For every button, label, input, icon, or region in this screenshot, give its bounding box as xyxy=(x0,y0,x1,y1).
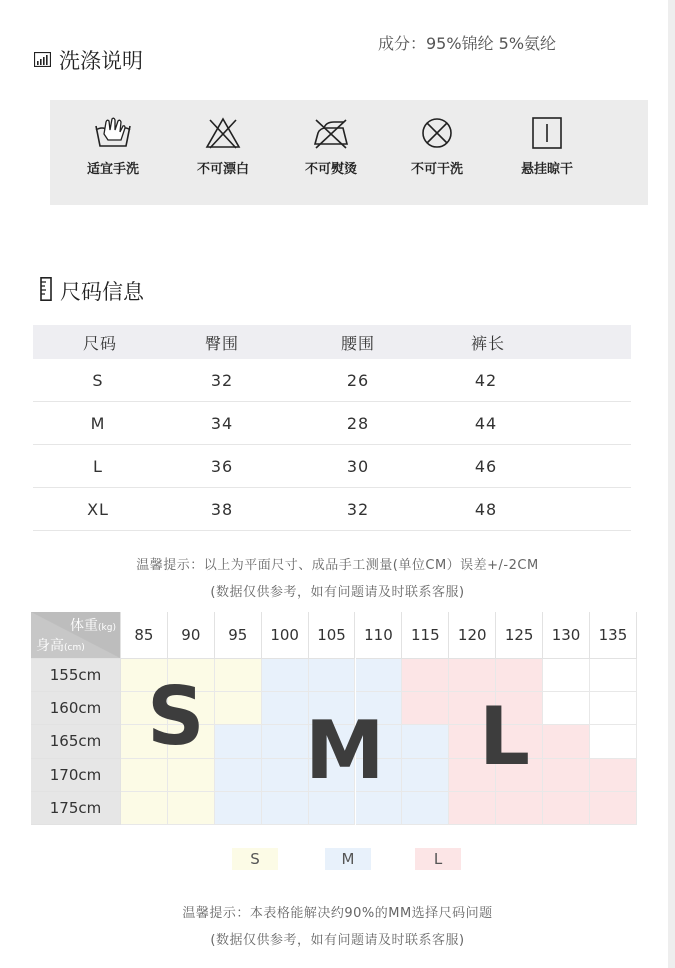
table-cell: 32 xyxy=(210,370,234,390)
wash-title-text: 洗涤说明 xyxy=(59,49,143,73)
grid-cell-m xyxy=(262,659,309,692)
wash-item-hand-wash xyxy=(58,100,168,177)
header-cell: 裤长 xyxy=(470,333,505,353)
size-section-title xyxy=(40,276,144,306)
table-row xyxy=(33,445,631,488)
grid-cell-m xyxy=(262,792,309,825)
grid-big-label-m: M xyxy=(305,704,385,797)
weight-header-cell: 90 xyxy=(168,612,215,659)
grid-cell-l xyxy=(543,725,590,758)
grid-cell-m xyxy=(215,759,262,792)
no-dry-clean-icon xyxy=(416,116,458,150)
weight-header-cell: 125 xyxy=(496,612,543,659)
grid-corner xyxy=(31,612,121,659)
table-cell: 28 xyxy=(346,413,370,433)
table-row xyxy=(33,488,631,531)
grid-big-label-s: S xyxy=(147,670,205,763)
grid-cell-none xyxy=(543,659,590,692)
wash-item-label: 悬挂晾干 xyxy=(520,162,573,177)
grid-cell-l xyxy=(543,759,590,792)
weight-header-cell: 130 xyxy=(543,612,590,659)
page-edge xyxy=(668,0,675,968)
weight-header-cell: 95 xyxy=(215,612,262,659)
hang-dry-icon xyxy=(526,116,568,150)
height-row-header: 165cm xyxy=(31,725,121,758)
height-row-header: 175cm xyxy=(31,792,121,825)
grid-cell-l xyxy=(449,792,496,825)
height-row-header: 155cm xyxy=(31,659,121,692)
table-cell: 42 xyxy=(474,370,498,390)
grid-cell-m xyxy=(402,759,449,792)
wash-item-label: 不可干洗 xyxy=(410,162,463,177)
height-row-header: 160cm xyxy=(31,692,121,725)
table-cell: 26 xyxy=(346,370,370,390)
wash-item-no-bleach xyxy=(168,100,278,177)
grid-cell-none xyxy=(590,659,637,692)
wash-care-panel xyxy=(50,100,648,205)
table-cell: S xyxy=(92,370,104,390)
grid-cell-l xyxy=(402,659,449,692)
grid-cell-s xyxy=(168,759,215,792)
table-cell: 44 xyxy=(474,413,498,433)
header-cell: 尺码 xyxy=(82,333,117,353)
grid-cell-s xyxy=(215,659,262,692)
size-tip: 温馨提示：以上为平面尺寸、成品手工测量(单位CM）误差+/-2CM xyxy=(136,558,539,573)
wash-item-label: 适宜手洗 xyxy=(86,162,139,177)
size-tip-note: (数据仅供参考，如有问题请及时联系客服) xyxy=(210,585,465,600)
table-cell: 36 xyxy=(210,456,234,476)
table-cell: 32 xyxy=(346,499,370,519)
weight-header-cell: 110 xyxy=(356,612,403,659)
table-row xyxy=(33,402,631,445)
weight-header-cell: 120 xyxy=(449,612,496,659)
grid-cell-l xyxy=(496,792,543,825)
grid-cell-none xyxy=(590,692,637,725)
header-cell: 腰围 xyxy=(340,333,375,353)
weight-header-cell: 115 xyxy=(402,612,449,659)
table-cell: 46 xyxy=(474,456,498,476)
grid-cell-m xyxy=(215,792,262,825)
grid-cell-m xyxy=(262,692,309,725)
size-title-text: 尺码信息 xyxy=(60,280,144,304)
composition-text: 成分：95%锦纶 5%氨纶 xyxy=(378,34,557,53)
header-cell: 臀围 xyxy=(204,333,239,353)
grid-cell-m xyxy=(402,792,449,825)
grid-cell-none xyxy=(543,692,590,725)
weight-header-cell: 135 xyxy=(590,612,637,659)
grid-cell-l xyxy=(496,659,543,692)
legend-l: L xyxy=(415,848,461,870)
grid-cell-none xyxy=(590,725,637,758)
grid-tip-note: (数据仅供参考，如有问题请及时联系客服) xyxy=(210,933,465,948)
grid-big-label-l: L xyxy=(479,690,530,783)
grid-cell-l xyxy=(590,792,637,825)
grid-cell-s xyxy=(215,692,262,725)
wash-item-no-iron xyxy=(276,100,386,177)
grid-cell-l xyxy=(449,659,496,692)
no-iron-icon xyxy=(310,116,352,150)
wash-item-label: 不可漂白 xyxy=(196,162,249,177)
corner-weight-label: 体重(kg) xyxy=(70,618,116,634)
no-bleach-icon xyxy=(202,116,244,150)
wash-item-no-dry-clean xyxy=(382,100,492,177)
table-cell: XL xyxy=(87,499,109,519)
grid-cell-s xyxy=(121,792,168,825)
grid-tip: 温馨提示：本表格能解决约90%的MM选择尺码问题 xyxy=(182,906,493,921)
grid-cell-m xyxy=(309,659,356,692)
weight-header-cell: 105 xyxy=(309,612,356,659)
table-cell: 30 xyxy=(346,456,370,476)
grid-cell-m xyxy=(402,725,449,758)
table-cell: 34 xyxy=(210,413,234,433)
legend-m: M xyxy=(325,848,371,870)
table-row xyxy=(33,359,631,402)
wash-section-title xyxy=(34,45,143,75)
size-table xyxy=(33,325,631,531)
grid-cell-s xyxy=(121,759,168,792)
ruler-icon xyxy=(40,277,52,306)
table-cell: 38 xyxy=(210,499,234,519)
size-table-header xyxy=(33,325,631,359)
table-cell: L xyxy=(93,456,103,476)
grid-cell-m xyxy=(356,659,403,692)
legend-s: S xyxy=(232,848,278,870)
wash-item-hang-dry xyxy=(492,100,602,177)
grid-cell-m xyxy=(262,759,309,792)
corner-height-label: 身高(cm) xyxy=(36,638,85,654)
table-cell: M xyxy=(90,413,106,433)
grid-cell-m xyxy=(262,725,309,758)
size-recommendation-grid xyxy=(31,612,637,825)
grid-cell-l xyxy=(402,692,449,725)
grid-cell-l xyxy=(590,759,637,792)
hand-wash-icon xyxy=(92,116,134,150)
grid-cell-m xyxy=(215,725,262,758)
grid-cell-s xyxy=(168,792,215,825)
weight-header-cell: 85 xyxy=(121,612,168,659)
height-row-header: 170cm xyxy=(31,759,121,792)
chart-bars-icon xyxy=(34,48,51,72)
weight-header-cell: 100 xyxy=(262,612,309,659)
wash-item-label: 不可熨烫 xyxy=(304,162,357,177)
grid-cell-l xyxy=(543,792,590,825)
table-cell: 48 xyxy=(474,499,498,519)
